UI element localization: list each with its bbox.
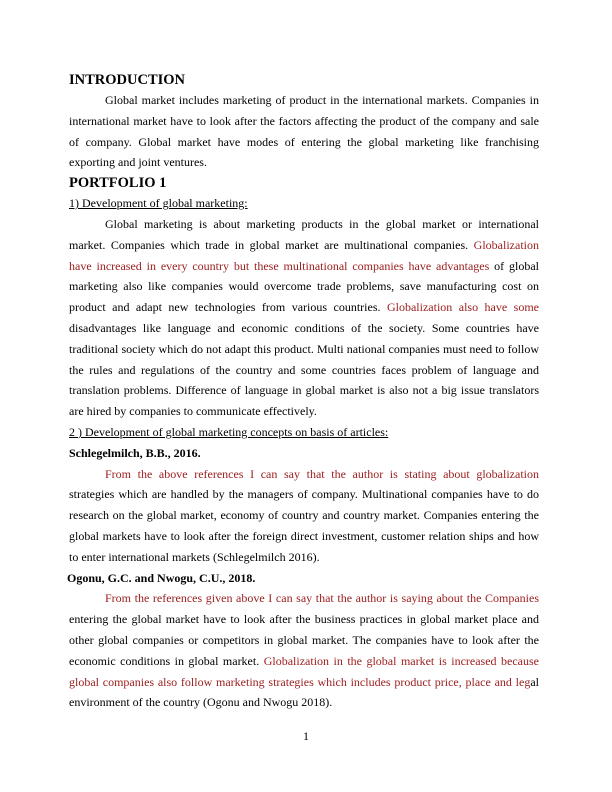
section1-paragraph: [69, 214, 539, 422]
reference-paragraph-2: [69, 588, 539, 713]
introduction-heading: INTRODUCTION: [69, 72, 186, 88]
reference-paragraph-1: [69, 464, 539, 568]
document-page: [69, 70, 539, 713]
section1-highlight-a: Globalization have increased in every country but these multinational companies have advantages: [69, 237, 539, 273]
reference2-text-a: entering the global market have to look after the business practices in global market place and other global companies or competitors in global market. The companies have to look after the economic conditions in global market.: [69, 612, 539, 668]
section1-text-a: Global marketing is about marketing products in the global market or international market. Companies which trade in global market are multinational companies.: [69, 216, 539, 252]
section1-highlight-b: Globalization also have some: [386, 300, 539, 315]
reference2-highlight-a: From the references given above I can say that the author is saying about the Companies: [105, 591, 539, 606]
section2-title: 2 ) Development of global marketing concepts on basis of articles:: [69, 424, 389, 439]
reference2-text-b: al environment of the country (Ogonu and Nwogu 2018).: [69, 674, 539, 710]
portfolio-heading: PORTFOLIO 1: [69, 175, 167, 192]
page-number: 1: [303, 729, 309, 743]
reference1-text: strategies which are handled by the managers of company. Multinational companies have to do research on the global market, economy of country and country market. Companies entering the global markets have to look after the foreign direct investment, customer relation ships and how to enter international markets (Schlegelmilch 2016).: [69, 487, 539, 564]
introduction-paragraph: Global market includes marketing of product in the international markets. Companies in international market have to look after the factors affecting the product of the company and sale of company. Global market have modes of entering the global marketing like franchising exporting and joint ventures.: [69, 93, 539, 170]
section1-title: 1) Development of global marketing:: [69, 196, 248, 211]
section1-text-b: of global marketing also like companies would overcome trade problems, save manufacturing cost on product and adapt new technologies from various countries.: [69, 258, 539, 315]
reference-citation-1: Schlegelmilch, B.B., 2016.: [69, 445, 201, 460]
reference-citation-2: Ogonu, G.C. and Nwogu, C.U., 2018.: [67, 570, 256, 585]
section1-text-c: disadvantages like language and economic conditions of the society. Some countries have traditional society which do not adapt this product. Multi national companies must need to follow the rules and regulations of the country and some countries faces problem of language and translation problems. Difference of language in global market is also not a big issue translators are hired by companies to communicate effectively.: [69, 320, 539, 419]
reference1-highlight: From the above references I can say that the author is stating about globalization: [105, 466, 539, 481]
reference2-highlight-b: Globalization in the global market is increased because global companies also follow marketing strategies which includes product price, place and leg: [69, 653, 540, 689]
